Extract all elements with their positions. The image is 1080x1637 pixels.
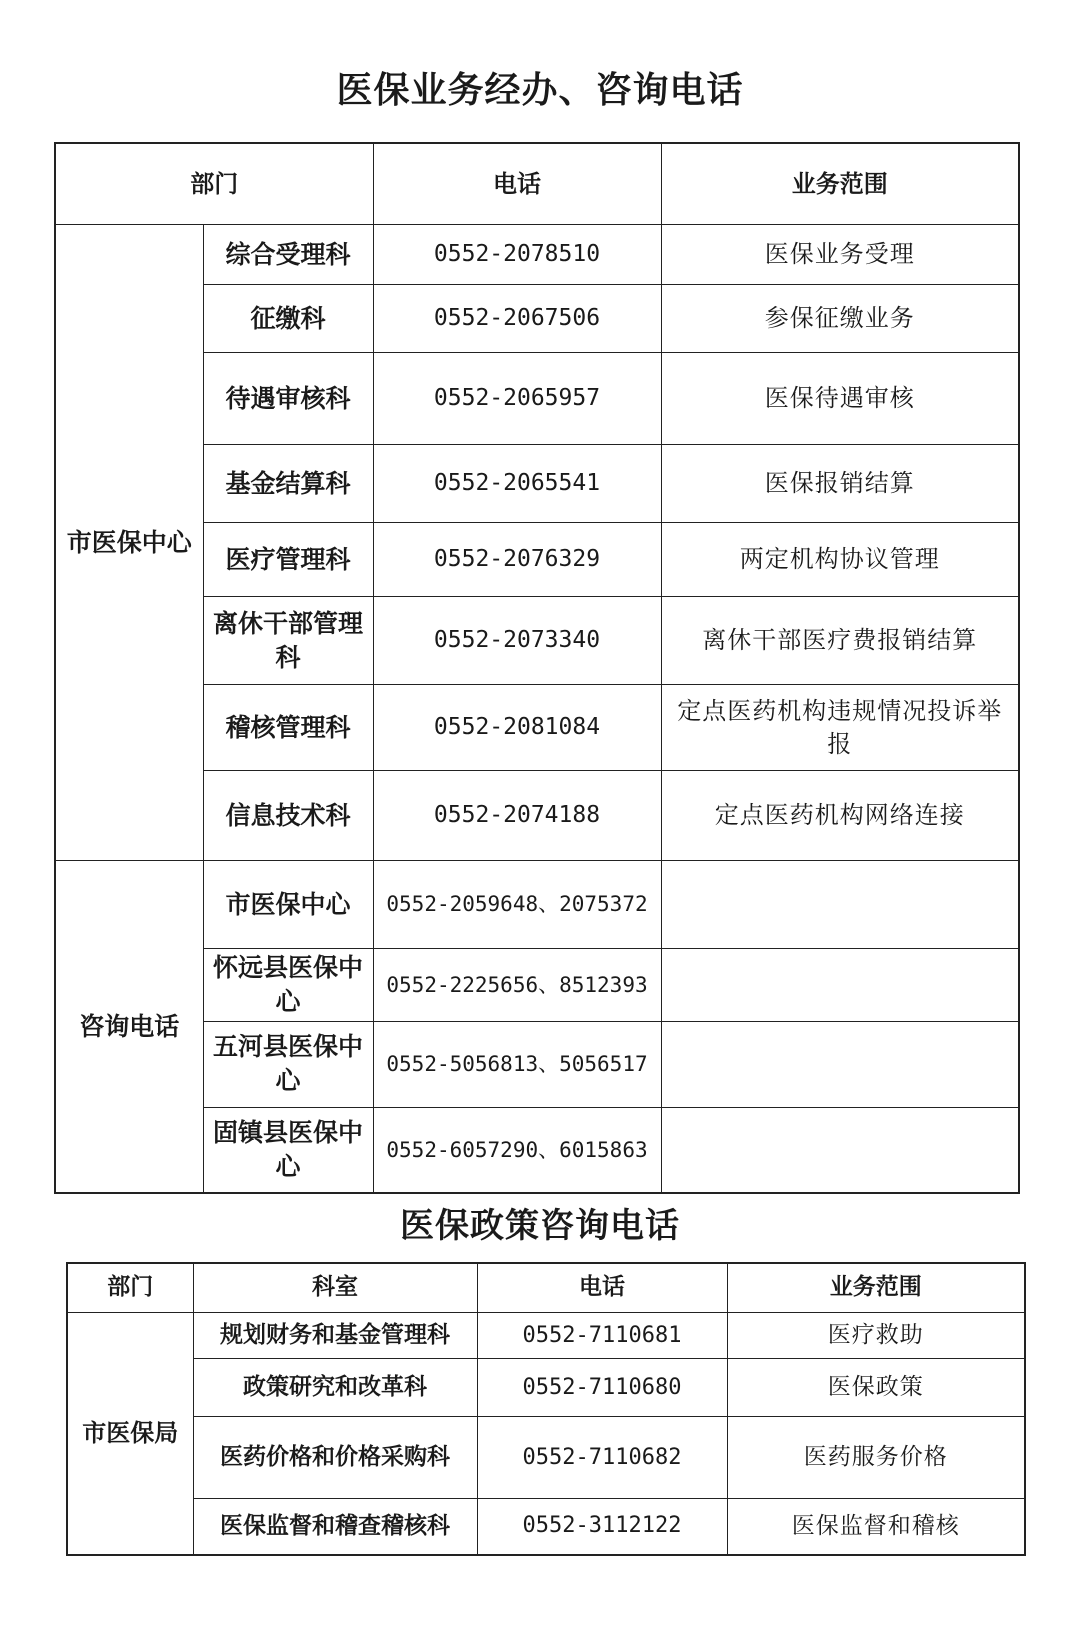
phone-cell: 0552-2076329	[373, 523, 661, 597]
table-header-row	[55, 143, 1019, 225]
section-cell: 医保监督和稽查稽核科	[193, 1499, 477, 1555]
section-cell: 稽核管理科	[203, 685, 373, 771]
section-title: 医保政策咨询电话	[400, 1206, 680, 1246]
department-cell: 咨询电话	[55, 861, 203, 1194]
section-cell: 待遇审核科	[203, 353, 373, 445]
scope-cell	[661, 1021, 1019, 1107]
table-row	[55, 225, 1019, 285]
scope-cell: 医保报销结算	[661, 445, 1019, 523]
policy-contact-table	[66, 1262, 1026, 1556]
column-header-scope: 业务范围	[661, 143, 1019, 225]
section-cell: 离休干部管理科	[203, 597, 373, 685]
section-cell: 规划财务和基金管理科	[193, 1313, 477, 1359]
scope-cell: 离休干部医疗费报销结算	[661, 597, 1019, 685]
scope-cell: 医药服务价格	[727, 1417, 1025, 1499]
table-row	[67, 1499, 1025, 1555]
section-cell: 固镇县医保中心	[203, 1107, 373, 1193]
scope-cell: 定点医药机构违规情况投诉举报	[661, 685, 1019, 771]
section-cell: 政策研究和改革科	[193, 1359, 477, 1417]
section-cell: 信息技术科	[203, 771, 373, 861]
table-row	[67, 1359, 1025, 1417]
section-cell: 综合受理科	[203, 225, 373, 285]
column-header-phone: 电话	[477, 1263, 727, 1313]
table-row	[67, 1417, 1025, 1499]
scope-cell	[661, 949, 1019, 1022]
column-header-scope: 业务范围	[727, 1263, 1025, 1313]
section-cell: 怀远县医保中心	[203, 949, 373, 1022]
phone-cell: 0552-7110681	[477, 1313, 727, 1359]
section-cell: 市医保中心	[203, 861, 373, 949]
section-cell: 基金结算科	[203, 445, 373, 523]
scope-cell: 定点医药机构网络连接	[661, 771, 1019, 861]
phone-cell: 0552-2225656、8512393	[373, 949, 661, 1022]
section-cell: 五河县医保中心	[203, 1021, 373, 1107]
contact-table	[54, 142, 1020, 1194]
table-row	[55, 861, 1019, 949]
phone-cell: 0552-2067506	[373, 285, 661, 353]
section-cell: 医药价格和价格采购科	[193, 1417, 477, 1499]
section-cell: 征缴科	[203, 285, 373, 353]
column-header-section: 科室	[193, 1263, 477, 1313]
phone-cell: 0552-2065957	[373, 353, 661, 445]
scope-cell: 医保业务受理	[661, 225, 1019, 285]
phone-cell: 0552-2081084	[373, 685, 661, 771]
column-header-phone: 电话	[373, 143, 661, 225]
scope-cell	[661, 861, 1019, 949]
table-row	[67, 1313, 1025, 1359]
phone-cell: 0552-2059648、2075372	[373, 861, 661, 949]
phone-cell: 0552-7110680	[477, 1359, 727, 1417]
phone-cell: 0552-6057290、6015863	[373, 1107, 661, 1193]
scope-cell: 医保监督和稽核	[727, 1499, 1025, 1555]
scope-cell: 参保征缴业务	[661, 285, 1019, 353]
scope-cell	[661, 1107, 1019, 1193]
scope-cell: 医保政策	[727, 1359, 1025, 1417]
phone-cell: 0552-2074188	[373, 771, 661, 861]
table-header-row	[67, 1263, 1025, 1313]
scope-cell: 医保待遇审核	[661, 353, 1019, 445]
department-cell: 市医保中心	[55, 225, 203, 861]
phone-cell: 0552-3112122	[477, 1499, 727, 1555]
page-title: 医保业务经办、咨询电话	[336, 70, 744, 111]
section-cell: 医疗管理科	[203, 523, 373, 597]
phone-cell: 0552-5056813、5056517	[373, 1021, 661, 1107]
phone-cell: 0552-7110682	[477, 1417, 727, 1499]
department-cell: 市医保局	[67, 1313, 193, 1555]
phone-cell: 0552-2078510	[373, 225, 661, 285]
column-header-department: 部门	[67, 1263, 193, 1313]
phone-cell: 0552-2073340	[373, 597, 661, 685]
scope-cell: 医疗救助	[727, 1313, 1025, 1359]
phone-cell: 0552-2065541	[373, 445, 661, 523]
scope-cell: 两定机构协议管理	[661, 523, 1019, 597]
column-header-department: 部门	[55, 143, 373, 225]
